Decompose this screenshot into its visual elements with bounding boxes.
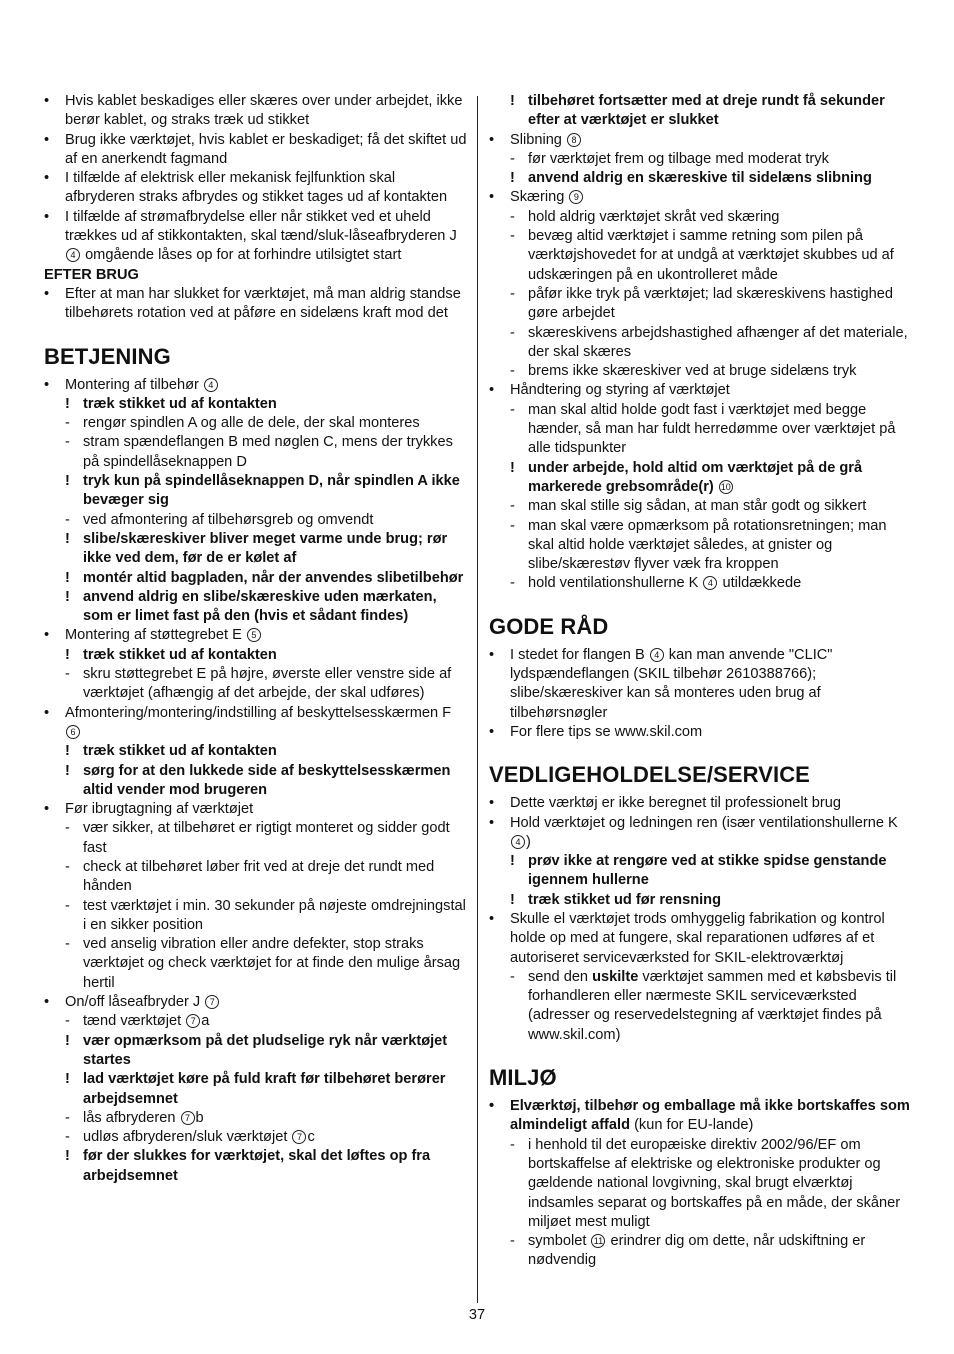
bullet-marker: • xyxy=(489,795,495,812)
item-text: tænd værktøjet xyxy=(83,1013,182,1030)
warn-marker: ! xyxy=(65,646,70,663)
betjening-list xyxy=(44,376,468,1186)
section-heading-betjening: BETJENING xyxy=(44,343,171,369)
item-text: Montering af tilbehør xyxy=(65,376,199,393)
dash-marker: - xyxy=(510,208,515,225)
list-item xyxy=(489,497,913,516)
list-item xyxy=(44,285,468,324)
item-text: (kun for EU-lande) xyxy=(630,1117,754,1134)
item-text: træk stikket ud før rensning xyxy=(528,891,721,908)
item-text: træk stikket ud af kontakten xyxy=(83,743,277,760)
item-text: erindrer dig om dette, når udskiftning er nødvendig xyxy=(528,1233,866,1269)
list-item xyxy=(489,1097,913,1136)
bullet-marker: • xyxy=(44,376,50,393)
item-text: hold aldrig værktøjet skråt ved skæring xyxy=(528,208,780,225)
figure-reference: 4 xyxy=(204,378,218,392)
item-text: I tilfælde af elektrisk eller mekanisk fejlfunktion skal afbryderen straks afbrydes og stikket tages ud af kontakten xyxy=(65,170,448,206)
item-text: symbolet xyxy=(528,1233,587,1250)
item-text: før der slukkes for værktøjet, skal det løftes op fra arbejdsemnet xyxy=(83,1148,431,1184)
item-text: For flere tips se www.skil.com xyxy=(510,723,703,740)
bullet-marker: • xyxy=(44,627,50,644)
figure-reference: 6 xyxy=(66,725,80,739)
list-item xyxy=(44,414,468,433)
item-text-suffix: c xyxy=(307,1129,315,1146)
dash-marker: - xyxy=(65,511,70,528)
section-heading-vedligeholdelse: VEDLIGEHOLDELSE/SERVICE xyxy=(489,762,810,788)
item-text: stram spændeflangen B med nøglen C, mens der trykkes på spindellåseknappen D xyxy=(83,434,453,470)
item-text: man skal være opmærksom på rotationsretningen; man skal altid holde værktøjet således, at gnister og slibe/skærestøv flyver væk fra kroppen xyxy=(528,517,887,573)
dash-marker: - xyxy=(510,968,515,985)
item-text: under arbejde, hold altid om værktøjet på de grå markerede grebsområde(r) xyxy=(528,459,863,495)
warn-marker: ! xyxy=(65,473,70,490)
item-text-bold: Elværktøj, tilbehør og emballage må ikke bortskaffes som almindeligt affald xyxy=(510,1098,910,1134)
list-item xyxy=(489,517,913,575)
warning-item xyxy=(489,169,913,188)
dash-marker: - xyxy=(65,897,70,914)
list-item xyxy=(44,1109,468,1128)
warning-item xyxy=(489,852,913,891)
dash-marker: - xyxy=(510,1233,515,1250)
item-text: montér altid bagpladen, når der anvendes slibetilbehør xyxy=(83,569,464,586)
list-item xyxy=(44,626,468,645)
figure-reference: 7 xyxy=(292,1130,306,1144)
item-text: Dette værktøj er ikke beregnet til professionelt brug xyxy=(510,795,841,812)
item-text: I stedet for flangen B xyxy=(510,646,645,663)
warning-item xyxy=(44,472,468,511)
list-item xyxy=(44,92,468,131)
warn-marker: ! xyxy=(510,459,515,476)
list-item xyxy=(44,935,468,993)
list-item xyxy=(489,1232,913,1271)
item-text: bevæg altid værktøjet i samme retning som pilen på værktøjshovedet for at undgå at værktøjet skubbes ud af udskæringen på en ukontrolleret måde xyxy=(528,228,894,283)
list-item xyxy=(44,819,468,858)
bullet-marker: • xyxy=(44,285,50,302)
item-text-suffix: ) xyxy=(526,833,531,850)
warn-marker: ! xyxy=(510,170,515,187)
warn-marker: ! xyxy=(510,853,515,870)
item-text: træk stikket ud af kontakten xyxy=(83,646,277,663)
list-item xyxy=(44,897,468,936)
dash-marker: - xyxy=(510,498,515,515)
item-text-suffix: kan man anvende "CLIC" lydspændeflangen (SKIL tilbehør 2610388766); slibe/skæreskiver kan så monteres uden brug af tilbehørsnøgler xyxy=(510,646,833,721)
list-item xyxy=(489,208,913,227)
list-item xyxy=(489,150,913,169)
item-text: rengør spindlen A og alle de dele, der skal monteres xyxy=(83,415,420,432)
item-text: værktøjet sammen med et købsbevis til forhandleren eller nærmeste SKIL serviceværksted (adresser og reservedelstegning af værktøjet findes på www.skil.com) xyxy=(528,968,897,1043)
list-item xyxy=(489,227,913,285)
item-text: send den xyxy=(528,968,593,985)
dash-marker: - xyxy=(65,936,70,953)
item-text: før værktøjet frem og tilbage med moderat tryk xyxy=(528,150,829,167)
warn-marker: ! xyxy=(510,93,515,109)
warn-marker: ! xyxy=(65,762,70,779)
warning-item xyxy=(44,1032,468,1071)
list-item xyxy=(489,401,913,459)
figure-reference: 9 xyxy=(569,190,583,204)
list-item xyxy=(489,381,913,400)
list-item xyxy=(44,511,468,530)
list-item xyxy=(489,1136,913,1232)
item-text-suffix: utildækkede xyxy=(722,575,802,592)
dash-marker: - xyxy=(510,401,515,418)
item-text: Skæring xyxy=(510,189,565,206)
dash-marker: - xyxy=(510,1136,515,1153)
item-text-bold: uskilte xyxy=(592,968,639,985)
list-item xyxy=(44,208,468,266)
warn-marker: ! xyxy=(65,395,70,412)
dash-marker: - xyxy=(65,415,70,432)
item-text: man skal stille sig sådan, at man står godt og sikkert xyxy=(528,498,867,515)
figure-reference: 4 xyxy=(511,835,525,849)
warn-marker: ! xyxy=(65,530,70,547)
list-item xyxy=(44,800,468,819)
item-text: lås afbryderen xyxy=(83,1109,176,1126)
item-text: Før ibrugtagning af værktøjet xyxy=(65,801,254,818)
item-text: Afmontering/montering/indstilling af beskyttelsesskærmen F xyxy=(65,704,452,721)
item-text: i henhold til det europæiske direktiv 2002/96/EF om bortskaffelse af elektriske og elektroniske produkter og gældende national lovgivning, skal brugt elværktøj indsamles separat og bortskaffes på en måde, der skåner miljøet mest muligt xyxy=(528,1136,901,1230)
subheading-efter-brug: EFTER BRUG xyxy=(44,266,139,283)
figure-reference: 4 xyxy=(650,648,664,662)
item-text: skæreskivens arbejdshastighed afhænger af det materiale, der skal skæres xyxy=(528,324,908,360)
warn-marker: ! xyxy=(65,743,70,760)
list-item xyxy=(489,910,913,968)
bullet-marker: • xyxy=(489,723,495,740)
item-text: test værktøjet i min. 30 sekunder på nøjeste omdrejningstal i en sikker position xyxy=(83,897,466,933)
bullet-marker: • xyxy=(489,814,495,831)
warning-item xyxy=(44,742,468,761)
list-item xyxy=(489,362,913,381)
item-text: træk stikket ud af kontakten xyxy=(83,395,277,412)
item-text: brems ikke skæreskiver ved at bruge sidelæns tryk xyxy=(528,363,857,380)
list-item xyxy=(489,794,913,813)
item-text: I tilfælde af strømafbrydelse eller når stikket ved et uheld trækkes ud af stikkontakten, skal tænd/sluk-låseafbryderen J xyxy=(65,208,457,245)
bullet-marker: • xyxy=(44,801,50,818)
gode-raad-list xyxy=(489,646,913,742)
item-text: sørg for at den lukkede side af beskyttelsesskærmen altid vender mod brugeren xyxy=(83,762,451,798)
list-item xyxy=(44,1128,468,1147)
list-item xyxy=(44,1012,468,1031)
list-item xyxy=(44,169,468,208)
warning-item xyxy=(489,459,913,498)
column-divider xyxy=(477,96,478,1303)
list-item xyxy=(489,574,913,593)
list-item xyxy=(44,131,468,170)
bullet-marker: • xyxy=(489,131,495,148)
warning-item xyxy=(44,1070,468,1109)
warning-item xyxy=(44,530,468,569)
bullet-marker: • xyxy=(489,189,495,206)
vedligeholdelse-list xyxy=(489,794,913,968)
page-number: 37 xyxy=(468,1307,486,1323)
list-item xyxy=(44,665,468,704)
dash-marker: - xyxy=(510,575,515,592)
figure-reference: 7 xyxy=(186,1014,200,1028)
list-item xyxy=(44,993,468,1012)
item-text: Håndtering og styring af værktøjet xyxy=(510,382,730,399)
left-column xyxy=(44,92,468,1186)
bullet-marker: • xyxy=(44,994,50,1011)
item-text: ved afmontering af tilbehørsgreb og omvendt xyxy=(83,511,374,528)
item-text: skru støttegrebet E på højre, øverste eller venstre side af værktøjet (afhængig af det arbejde, der skal udføres) xyxy=(83,666,452,702)
item-text: slibe/skæreskiver bliver meget varme unde brug; rør ikke ved dem, før de er kølet af xyxy=(83,530,448,567)
operation-continued-list xyxy=(489,92,913,594)
bullet-marker: • xyxy=(489,1098,495,1115)
item-text: check at tilbehøret løber frit ved at dreje det rundt med hånden xyxy=(83,858,435,895)
item-text: udløs afbryderen/sluk værktøjet xyxy=(83,1129,288,1146)
warn-marker: ! xyxy=(65,588,70,605)
section-heading-gode-raad: GODE RÅD xyxy=(489,613,609,639)
item-text: tilbehøret fortsætter med at dreje rundt få sekunder efter at værktøjet er slukket xyxy=(528,93,885,129)
item-text: anvend aldrig en slibe/skæreskive uden mærkaten, som er limet fast på den (hvis et sådant findes) xyxy=(83,588,437,625)
dash-marker: - xyxy=(65,1013,70,1030)
item-text: påfør ikke tryk på værktøjet; lad skæreskivens hastighed gøre arbejdet xyxy=(528,285,893,322)
bullet-marker: • xyxy=(489,910,495,927)
item-text-suffix: b xyxy=(195,1109,204,1126)
warn-marker: ! xyxy=(65,1148,70,1165)
item-text: prøv ikke at rengøre ved at stikke spidse genstande igennem hullerne xyxy=(528,853,887,889)
bullet-marker: • xyxy=(44,131,50,148)
figure-reference: 8 xyxy=(567,133,581,147)
figure-reference: 5 xyxy=(247,628,261,642)
item-text: Hold værktøjet og ledningen ren (især ventilationshullerne K xyxy=(510,814,898,831)
item-text: Skulle el værktøjet trods omhyggelig fabrikation og kontrol holde op med at fungere, skal reparationen udføres af et autoriseret serviceværksted for SKIL-elektroværktøj xyxy=(510,910,885,966)
item-text: vær sikker, at tilbehøret er rigtigt monteret og sidder godt fast xyxy=(83,820,450,856)
bullet-marker: • xyxy=(489,382,495,399)
item-text: ved anselig vibration eller andre defekter, stop straks værktøjet og check værktøjet for at finde den mulige årsag hertil xyxy=(83,936,461,991)
bullet-marker: • xyxy=(44,170,50,187)
bullet-marker: • xyxy=(489,646,495,663)
item-text: lad værktøjet køre på fuld kraft før tilbehøret berører arbejdsemnet xyxy=(83,1071,446,1107)
bullet-marker: • xyxy=(44,704,50,721)
item-text: Slibning xyxy=(510,131,562,148)
dash-marker: - xyxy=(510,228,515,245)
warning-item xyxy=(44,395,468,414)
list-item xyxy=(489,723,913,742)
figure-reference: 4 xyxy=(66,248,80,262)
dash-marker: - xyxy=(510,324,515,341)
item-text-suffix: a xyxy=(201,1013,210,1030)
list-item xyxy=(489,324,913,363)
dash-marker: - xyxy=(65,666,70,683)
list-item xyxy=(44,376,468,395)
item-text: anvend aldrig en skæreskive til sidelæns slibning xyxy=(528,170,872,187)
dash-marker: - xyxy=(65,820,70,837)
bullet-marker: • xyxy=(44,93,50,109)
dash-marker: - xyxy=(65,1129,70,1146)
figure-reference: 7 xyxy=(181,1111,195,1125)
figure-reference: 7 xyxy=(205,995,219,1009)
warning-item xyxy=(44,569,468,588)
warning-item xyxy=(44,646,468,665)
list-item xyxy=(44,433,468,472)
item-text: vær opmærksom på det pludselige ryk når værktøjet startes xyxy=(83,1032,448,1068)
warning-item xyxy=(44,762,468,801)
bullet-marker: • xyxy=(44,208,50,225)
warn-marker: ! xyxy=(65,1032,70,1049)
item-text: Brug ikke værktøjet, hvis kablet er beskadiget; få det skiftet ud af en anerkendt fagmand xyxy=(65,131,467,167)
dash-marker: - xyxy=(65,434,70,451)
section-heading-miljo: MILJØ xyxy=(489,1065,557,1091)
warning-item xyxy=(44,1147,468,1186)
dash-marker: - xyxy=(510,363,515,380)
item-text: Montering af støttegrebet E xyxy=(65,627,242,644)
list-item xyxy=(489,814,913,853)
list-item xyxy=(489,646,913,723)
list-item xyxy=(44,858,468,897)
item-text: hold ventilationshullerne K xyxy=(528,575,699,592)
item-text: Hvis kablet beskadiges eller skæres over under arbejdet, ikke berør kablet, og straks træk ud stikket xyxy=(65,93,463,129)
dash-marker: - xyxy=(65,858,70,875)
item-text: Efter at man har slukket for værktøjet, må man aldrig standse tilbehørets rotation ved at påføre en sidelæns kraft mod det xyxy=(65,285,461,322)
list-item xyxy=(489,285,913,324)
dash-marker: - xyxy=(510,150,515,167)
right-column xyxy=(489,92,913,1271)
item-text: man skal altid holde godt fast i værktøjet med begge hænder, så man har fuldt herredømme over værktøjet på alle tidspunkter xyxy=(528,401,896,457)
figure-reference: 11 xyxy=(591,1234,605,1248)
item-text: omgående låses op for at forhindre utilsigtet start xyxy=(85,247,402,264)
warn-marker: ! xyxy=(510,891,515,908)
warning-item xyxy=(489,92,913,131)
figure-reference: 4 xyxy=(703,576,717,590)
warning-item xyxy=(44,588,468,627)
dash-marker: - xyxy=(65,1109,70,1126)
list-item xyxy=(489,131,913,150)
warn-marker: ! xyxy=(65,1071,70,1088)
list-item xyxy=(489,968,913,1045)
list-item xyxy=(489,188,913,207)
dash-marker: - xyxy=(510,517,515,534)
warn-marker: ! xyxy=(65,569,70,586)
item-text: tryk kun på spindellåseknappen D, når spindlen A ikke bevæger sig xyxy=(83,473,460,509)
warning-item xyxy=(489,891,913,910)
list-item xyxy=(44,704,468,743)
figure-reference: 10 xyxy=(720,481,731,492)
dash-marker: - xyxy=(510,285,515,302)
item-text: On/off låseafbryder J xyxy=(65,994,201,1011)
